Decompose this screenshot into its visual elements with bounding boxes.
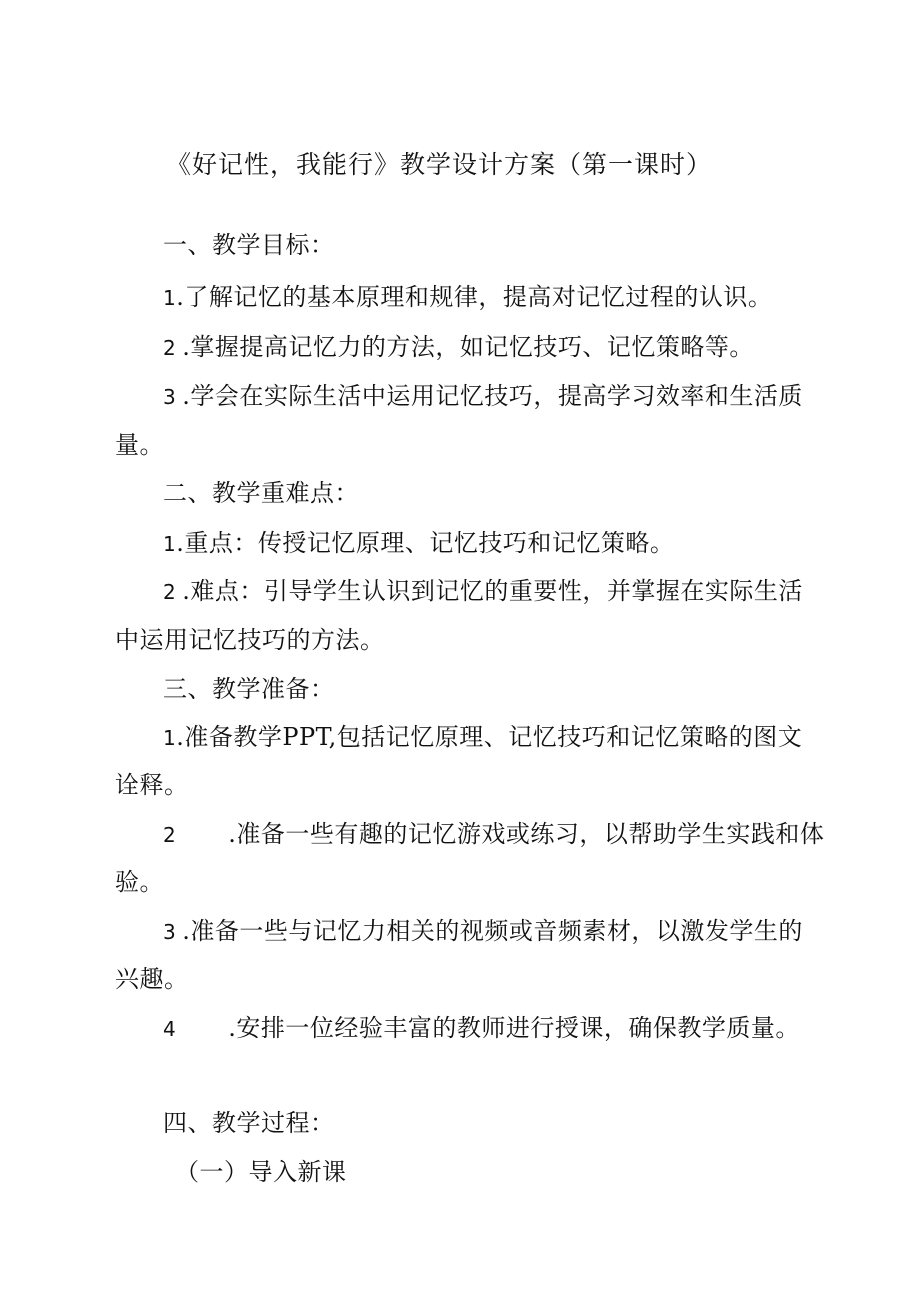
item-text: .掌握提高记忆力的方法，如记忆技巧、记忆策略等。 (182, 333, 754, 361)
list-item (163, 916, 803, 947)
item-text: .学会在实际生活中运用记忆技巧，提高学习效率和生活质 (182, 382, 803, 410)
item-text: .了解记忆的基本原理和规律，提高对记忆过程的认识。 (176, 283, 773, 311)
list-item (163, 528, 674, 559)
list-item (163, 576, 803, 607)
list-item (163, 722, 802, 753)
item-continuation: 中运用记忆技巧的方法。 (115, 626, 385, 654)
item-text: .重点：传授记忆原理、记忆技巧和记忆策略。 (176, 529, 675, 557)
document-title: 《好记性，我能行》教学设计方案（第一课时） (166, 150, 713, 179)
list-item (163, 1013, 800, 1044)
item-number: 2 (163, 336, 177, 360)
item-number: 1 (163, 726, 177, 750)
item-continuation: 量。 (115, 431, 164, 459)
item-text: .准备教学PPT,包括记忆原理、记忆技巧和记忆策略的图文 (176, 723, 803, 751)
item-number: 2 (163, 823, 177, 847)
item-number: 3 (163, 920, 177, 944)
item-number: 4 (163, 1017, 177, 1041)
item-text: .安排一位经验丰富的教师进行授课，确保教学质量。 (228, 1014, 800, 1042)
item-number: 1 (163, 286, 177, 310)
section-heading-process: 四、教学过程： (163, 1109, 335, 1137)
list-item (163, 819, 824, 850)
section-heading-objectives: 一、教学目标： (163, 231, 335, 259)
section-heading-key-points: 二、教学重难点： (163, 479, 359, 507)
list-item (163, 381, 803, 412)
item-number: 3 (163, 385, 177, 409)
item-continuation: 兴趣。 (115, 965, 189, 993)
item-number: 1 (163, 532, 177, 556)
item-continuation: 验。 (115, 868, 164, 896)
item-text: .准备一些与记忆力相关的视频或音频素材，以激发学生的 (182, 917, 803, 945)
item-continuation: 诠释。 (115, 771, 189, 799)
section-heading-preparation: 三、教学准备： (163, 675, 335, 703)
item-text: .准备一些有趣的记忆游戏或练习，以帮助学生实践和体 (228, 820, 825, 848)
subsection-heading: （一）导入新课 (175, 1158, 347, 1186)
item-text: .难点：引导学生认识到记忆的重要性，并掌握在实际生活 (182, 577, 803, 605)
list-item (163, 282, 772, 313)
item-number: 2 (163, 580, 177, 604)
list-item (163, 332, 754, 363)
